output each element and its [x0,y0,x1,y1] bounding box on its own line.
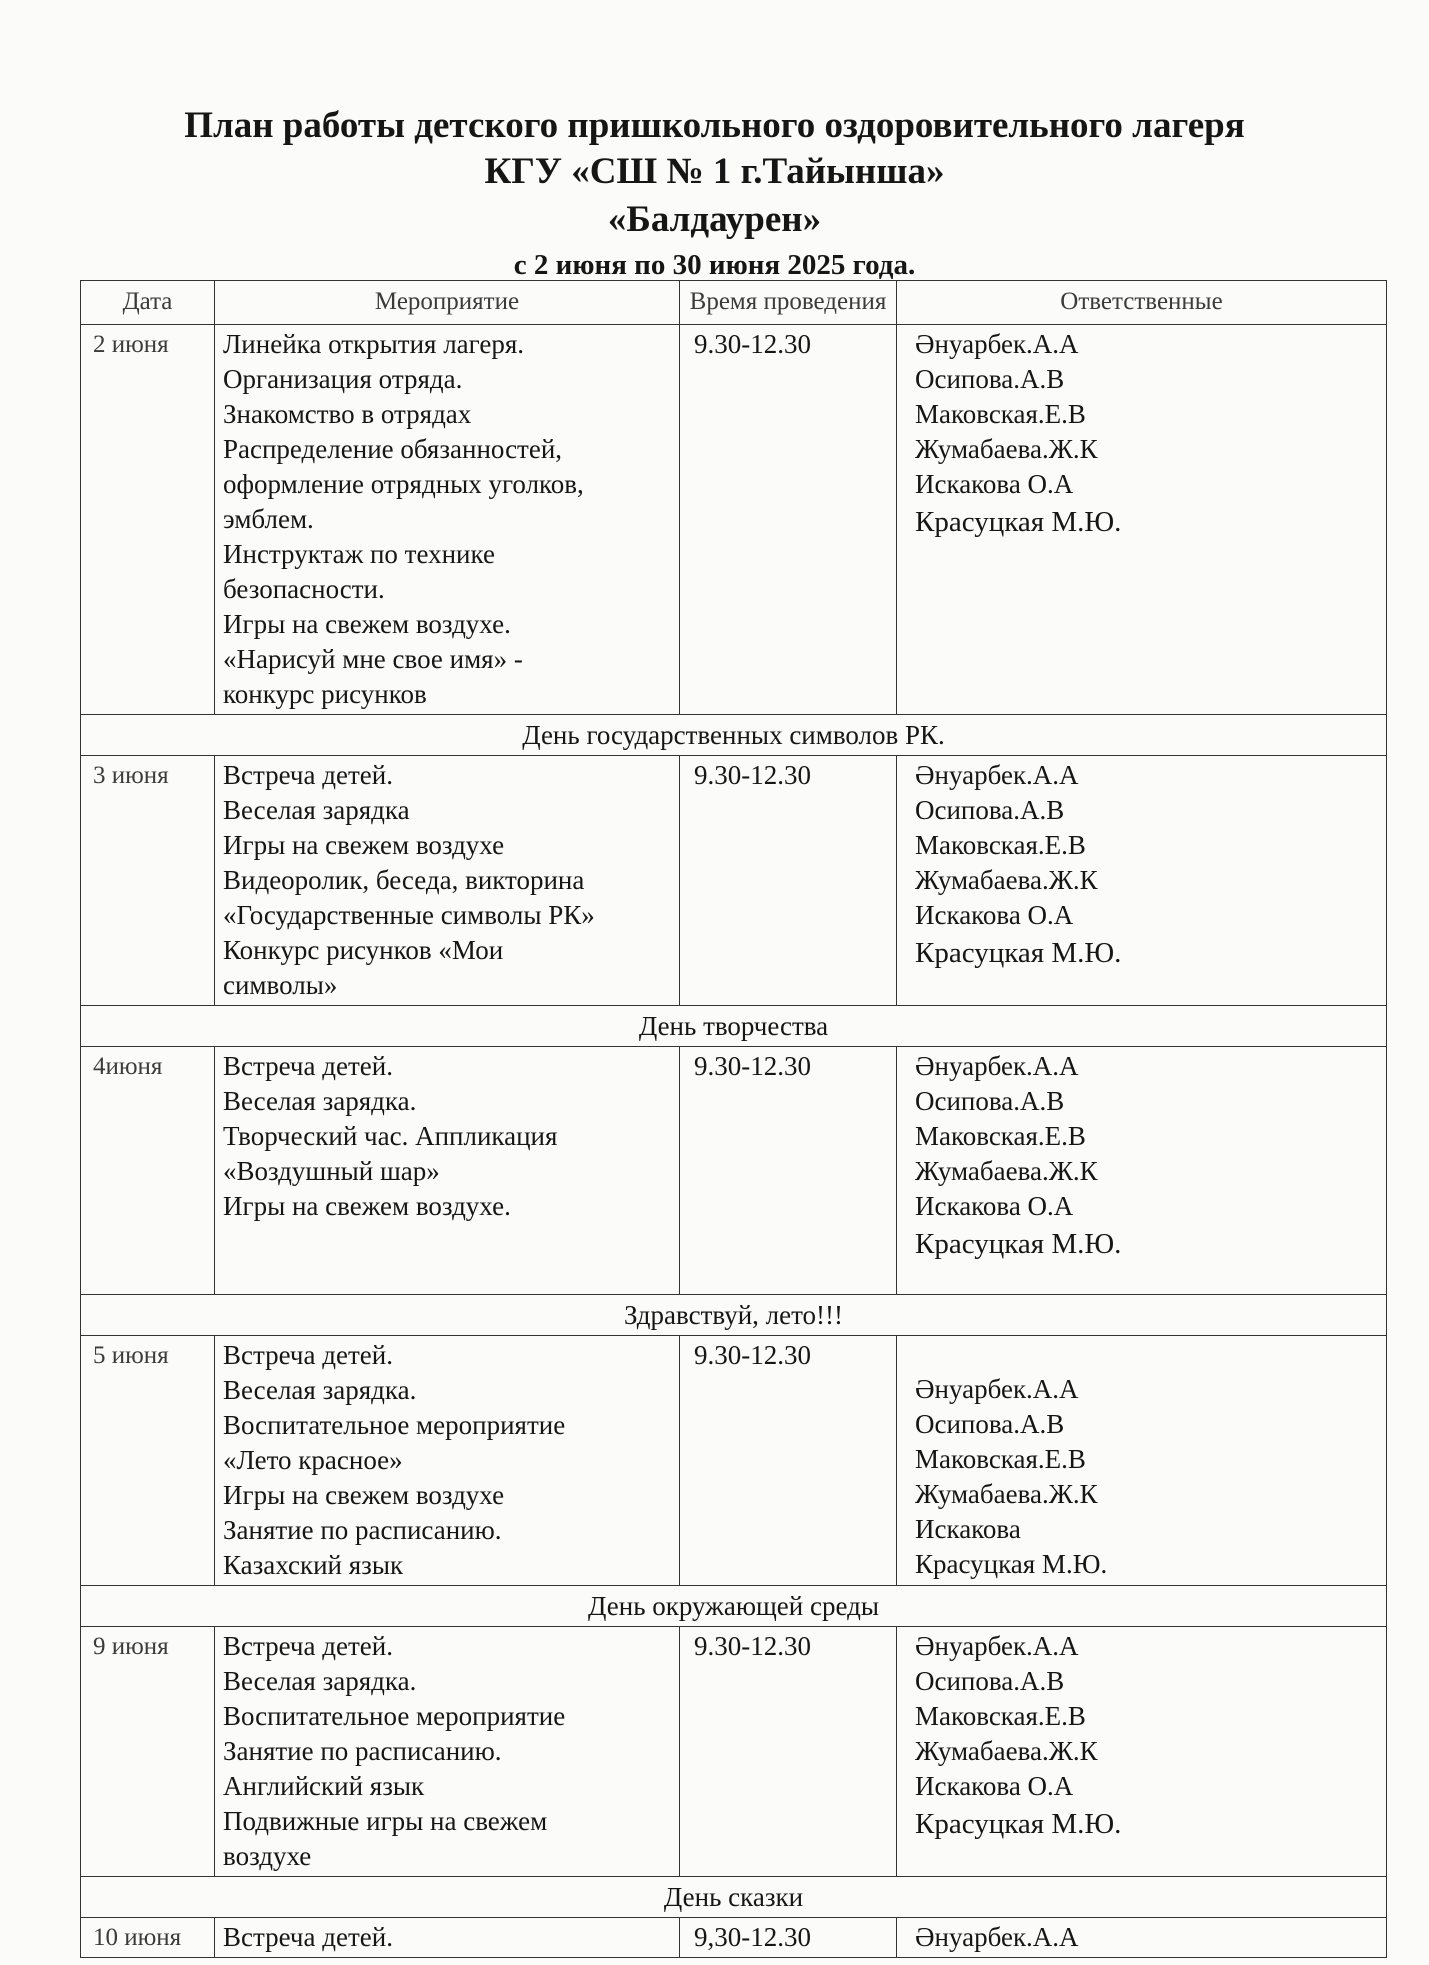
activity-line: «Государственные символы РК» [223,900,595,930]
activity-line: Занятие по расписанию. [223,1736,502,1766]
activity-line: безопасности. [223,574,385,604]
document-title-line1: План работы детского пришкольного оздоровительного лагеря [184,105,1245,146]
responsible-person: Искакова О.А [915,1191,1074,1221]
responsible-person: Маковская.Е.В [915,1444,1086,1474]
activity-line: Игры на свежем воздухе [223,830,505,860]
row-activities [215,1918,680,1958]
row-responsible [897,756,1387,1006]
responsible-person: Әнуарбек.А.А [915,1374,1079,1404]
activity-line: Английский язык [223,1771,425,1801]
activity-line: Веселая зарядка. [223,1666,417,1696]
responsible-person: Осипова.А.В [915,795,1065,825]
section-row [81,1877,1387,1918]
section-row [81,1295,1387,1336]
responsible-person: Жумабаева.Ж.К [915,1479,1098,1509]
activity-line: Инструктаж по технике [223,539,495,569]
row-activities [215,325,680,715]
activity-line: Линейка открытия лагеря. [223,329,525,359]
activity-line: Казахский язык [223,1550,404,1580]
activity-line: Встреча детей. [223,1051,393,1081]
section-title: День государственных символов РК. [81,715,1387,756]
table-row [81,1047,1387,1295]
responsible-person: Жумабаева.Ж.К [915,1156,1098,1186]
activity-line: Знакомство в отрядах [223,399,472,429]
responsible-person: Искакова [915,1514,1021,1544]
responsible-person: Әнуарбек.А.А [915,1051,1079,1081]
row-responsible [897,1047,1387,1295]
row-date: 9 июня [81,1627,215,1877]
activity-line: конкурс рисунков [223,679,427,709]
table-header-row [81,281,1387,325]
activity-line: Встреча детей. [223,1340,393,1370]
document-title-line2: КГУ «СШ № 1 г.Тайынша» [484,151,945,192]
activity-line: «Воздушный шар» [223,1156,440,1186]
responsible-person: Искакова О.А [915,900,1074,930]
responsible-person: Әнуарбек.А.А [915,1922,1079,1952]
responsible-person: Искакова О.А [915,1771,1074,1801]
row-responsible [897,1918,1387,1958]
table-row [81,1336,1387,1586]
activity-line: Видеоролик, беседа, викторина [223,865,585,895]
row-time: 9.30-12.30 [680,1627,897,1877]
activity-line: Веселая зарядка [223,795,410,825]
responsible-person: Маковская.Е.В [915,830,1086,860]
activity-line: Воспитательное мероприятие [223,1701,566,1731]
row-activities [215,1336,680,1586]
activity-line: Воспитательное мероприятие [223,1410,566,1440]
responsible-person: Маковская.Е.В [915,399,1086,429]
activity-line: Встреча детей. [223,1922,393,1952]
responsible-person: Әнуарбек.А.А [915,329,1079,359]
table-row [81,1918,1387,1958]
row-responsible [897,325,1387,715]
responsible-person: Әнуарбек.А.А [915,760,1079,790]
column-header-activity: Мероприятие [215,281,680,325]
row-activities [215,1047,680,1295]
row-time: 9,30-12.30 [680,1918,897,1958]
section-row [81,1586,1387,1627]
activity-line: «Нарисуй мне свое имя» - [223,644,523,674]
row-date: 10 июня [81,1918,215,1958]
responsible-person: Әнуарбек.А.А [915,1631,1079,1661]
table-row [81,1627,1387,1877]
row-responsible [897,1336,1387,1586]
responsible-person: Осипова.А.В [915,1666,1065,1696]
activity-line: символы» [223,970,338,1000]
row-date: 2 июня [81,325,215,715]
responsible-person: Красуцкая М.Ю. [915,937,1122,969]
responsible-person: Красуцкая М.Ю. [915,1549,1108,1579]
activity-line: Творческий час. Аппликация [223,1121,558,1151]
responsible-person: Осипова.А.В [915,1086,1065,1116]
document-title-line3: «Балдаурен» [607,199,822,240]
section-title: День сказки [81,1877,1387,1918]
responsible-person: Искакова О.А [915,469,1074,499]
responsible-person: Маковская.Е.В [915,1701,1086,1731]
row-time: 9.30-12.30 [680,1047,897,1295]
section-title: День окружающей среды [81,1586,1387,1627]
schedule-table [80,280,1387,1958]
activity-line: Конкурс рисунков «Мои [223,935,504,965]
activity-line: Веселая зарядка. [223,1086,417,1116]
activity-line: Игры на свежем воздухе. [223,1191,511,1221]
row-date: 3 июня [81,756,215,1006]
row-time: 9.30-12.30 [680,325,897,715]
activity-line: Игры на свежем воздухе [223,1480,505,1510]
activity-line: оформление отрядных уголков, [223,469,584,499]
responsible-person: Жумабаева.Ж.К [915,434,1098,464]
responsible-person: Красуцкая М.Ю. [915,506,1122,538]
table-row [81,756,1387,1006]
document-period: с 2 июня по 30 июня 2025 года. [513,249,916,281]
column-header-time: Время проведения [680,281,897,325]
section-title: День творчества [81,1006,1387,1047]
activity-line: эмблем. [223,504,314,534]
activity-line: Организация отряда. [223,364,463,394]
activity-line: Занятие по расписанию. [223,1515,502,1545]
column-header-responsible: Ответственные [897,281,1387,325]
activity-line: Встреча детей. [223,760,393,790]
section-title: Здравствуй, лето!!! [81,1295,1387,1336]
row-time: 9.30-12.30 [680,1336,897,1586]
responsible-person: Красуцкая М.Ю. [915,1228,1122,1260]
activity-line: Распределение обязанностей, [223,434,563,464]
activity-line: воздухе [223,1841,312,1871]
responsible-person: Жумабаева.Ж.К [915,865,1098,895]
section-row [81,715,1387,756]
row-date: 5 июня [81,1336,215,1586]
activity-line: Подвижные игры на свежем [223,1806,548,1836]
activity-line: «Лето красное» [223,1445,403,1475]
column-header-date: Дата [81,281,215,325]
row-date: 4июня [81,1047,215,1295]
table-row [81,325,1387,715]
row-time: 9.30-12.30 [680,756,897,1006]
responsible-person: Маковская.Е.В [915,1121,1086,1151]
row-responsible [897,1627,1387,1877]
row-activities [215,1627,680,1877]
activity-line: Веселая зарядка. [223,1375,417,1405]
responsible-person: Красуцкая М.Ю. [915,1808,1122,1840]
responsible-person: Осипова.А.В [915,1409,1065,1439]
section-row [81,1006,1387,1047]
activity-line: Встреча детей. [223,1631,393,1661]
row-activities [215,756,680,1006]
responsible-person: Осипова.А.В [915,364,1065,394]
activity-line: Игры на свежем воздухе. [223,609,511,639]
responsible-person: Жумабаева.Ж.К [915,1736,1098,1766]
